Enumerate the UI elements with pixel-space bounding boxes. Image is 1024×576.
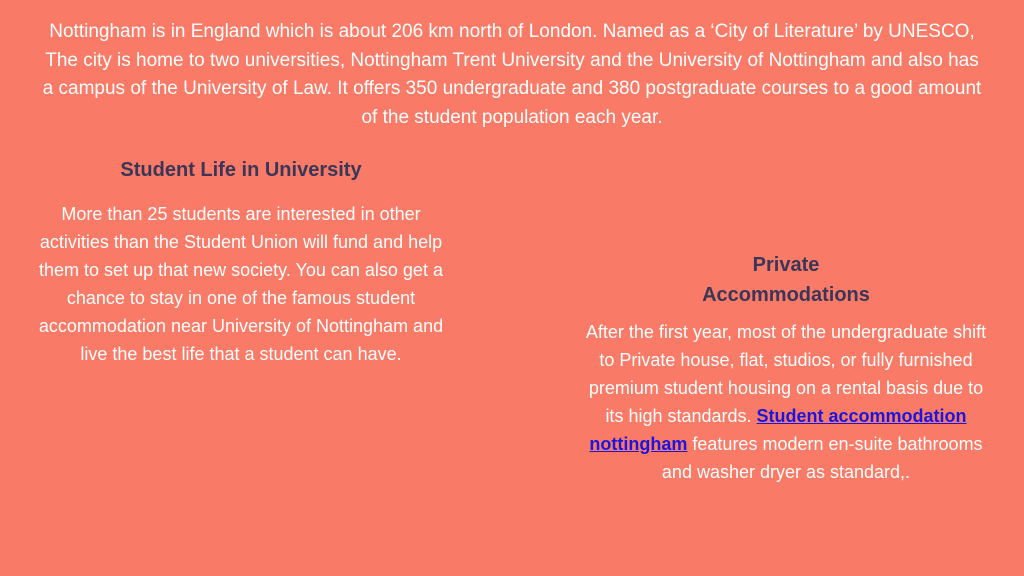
- student-life-paragraph: More than 25 students are interested in other activities than the Student Union will fund and help them to set up that new society. You can also get a chance to stay in one of the famous student accommodation near University of Nottingham and live the best life that a student can have.: [38, 204, 444, 364]
- private-heading-line2: Accommodations: [702, 284, 870, 306]
- private-body-after: features modern en-suite bathrooms and washer dryer as standard,.: [661, 434, 983, 482]
- private-heading-line1: Private: [752, 254, 820, 276]
- intro-paragraph: Nottingham is in England which is about 206 km north of London. Named as a ‘City of Literature’ by UNESCO, The city is home to two universities, Nottingham Trent University and the University of Nottingham and also has a campus of the University of Law. It offers 350 undergraduate and 380 postgraduate courses to a good amount of the student population each year.: [42, 21, 982, 128]
- private-accommodations-paragraph: [580, 318, 992, 486]
- private-body-before: After the first year, most of the undergraduate shift to Private house, flat, studios, or fully furnished premium student housing on a rental basis due to its high standards.: [585, 322, 987, 426]
- student-accommodation-link[interactable]: Student accommodation nottingham: [589, 406, 967, 454]
- student-life-heading: Student Life in University: [120, 159, 362, 181]
- private-accommodations-heading: [655, 250, 917, 310]
